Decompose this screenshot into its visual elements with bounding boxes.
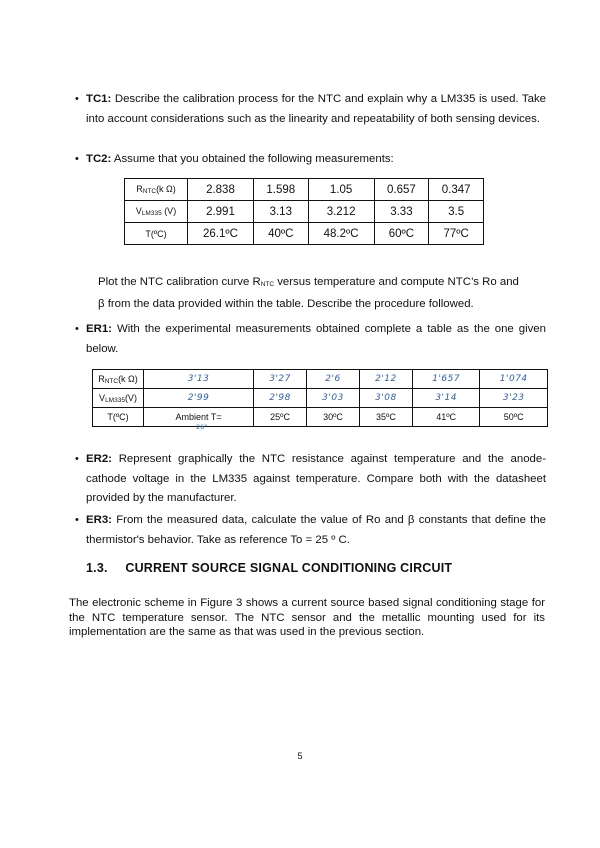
handwritten-cell: 3'08 xyxy=(359,389,412,408)
handwritten-cell: 3'13 xyxy=(144,370,254,389)
tc2-item xyxy=(86,150,546,170)
table-header-rntc: $R_{NTC}(k$ Ω) xyxy=(125,179,188,201)
table-cell: 0.347 xyxy=(429,179,484,201)
experimental-table xyxy=(92,369,548,427)
tc1-label: TC1: xyxy=(86,93,112,105)
handwritten-cell: 3'14 xyxy=(412,389,480,408)
tc1-item xyxy=(86,90,546,129)
handwritten-cell: 2'98 xyxy=(254,389,307,408)
er1-label: ER1: xyxy=(86,323,112,335)
table-row xyxy=(125,201,484,223)
tc2-label: TC2: xyxy=(86,153,112,165)
table-cell: 0.657 xyxy=(374,179,429,201)
handwritten-cell: 2'99 xyxy=(144,389,254,408)
table-cell: 2.991 xyxy=(188,201,254,223)
handwritten-cell: 3'03 xyxy=(307,389,360,408)
table-cell: 3.5 xyxy=(429,201,484,223)
er3-label: ER3: xyxy=(86,514,112,526)
plot-paragraph xyxy=(98,273,544,314)
table-cell: 35ºC xyxy=(359,408,412,427)
handwritten-cell: 1'074 xyxy=(480,370,548,389)
table-cell: 3.33 xyxy=(374,201,429,223)
handwritten-cell: 1'657 xyxy=(412,370,480,389)
plot-paragraph-line1 xyxy=(98,273,544,295)
er1-item xyxy=(86,320,546,359)
table-cell: 1.598 xyxy=(253,179,308,201)
er3-text: From the measured data, calculate the value of Ro and β constants that define the thermistor's behavior. Take as reference To = 25 º C. xyxy=(86,514,546,546)
er3-item xyxy=(86,511,546,550)
table-cell: 60ºC xyxy=(374,223,429,245)
table-row xyxy=(125,179,484,201)
table-cell: 41ºC xyxy=(412,408,480,427)
table-header-vlm: $V_{LM335}$ (V) xyxy=(125,201,188,223)
table-row xyxy=(93,370,548,389)
table-cell: 26.1ºC xyxy=(188,223,254,245)
table-cell: Ambient T= xyxy=(144,408,254,427)
measurements-table xyxy=(124,178,484,245)
table-cell: 25ºC xyxy=(254,408,307,427)
table-cell: 2.838 xyxy=(188,179,254,201)
table-header-temp: T(ºC) xyxy=(93,408,144,427)
table-row xyxy=(93,408,548,427)
table-row xyxy=(93,389,548,408)
section-heading xyxy=(86,561,452,575)
er2-label: ER2: xyxy=(86,453,112,465)
handwritten-cell: 2'6 xyxy=(307,370,360,389)
handwritten-cell: 3'23 xyxy=(480,389,548,408)
table-cell: 48.2ºC xyxy=(308,223,374,245)
tc1-text: Describe the calibration process for the NTC and explain why a LM335 is used. Take into account considerations such as the linearity and repeatability of both sensing devices. xyxy=(86,93,546,125)
plot-text-a: Plot the NTC calibration curve R xyxy=(98,276,261,288)
er2-text: Represent graphically the NTC resistance against temperature and the anode-cathode voltage in the LM335 against temperature. Compare both with the datasheet provided by the manufacturer. xyxy=(86,453,546,504)
table-cell: 3.13 xyxy=(253,201,308,223)
table-cell: 30ºC xyxy=(307,408,360,427)
table-cell: 77ºC xyxy=(429,223,484,245)
table-cell: 40ºC xyxy=(253,223,308,245)
table-cell: 1.05 xyxy=(308,179,374,201)
table-cell: 3.212 xyxy=(308,201,374,223)
plot-text-sub: NTC xyxy=(260,281,275,288)
handwritten-cell: 3'27 xyxy=(254,370,307,389)
tc2-text: Assume that you obtained the following measurements: xyxy=(113,153,394,165)
er1-text: With the experimental measurements obtained complete a table as the one given below. xyxy=(86,323,546,355)
plot-text-b: versus temperature and compute NTC’s Ro and xyxy=(274,276,519,288)
handwritten-cell: 2'12 xyxy=(359,370,412,389)
page-number: 5 xyxy=(297,751,303,761)
plot-paragraph-line2: β from the data provided within the table. Describe the procedure followed. xyxy=(98,297,474,310)
er2-item xyxy=(86,450,546,509)
table-header-temp: T(ºC) xyxy=(125,223,188,245)
section-number: 1.3. xyxy=(86,561,108,575)
table-row xyxy=(125,223,484,245)
table-cell: 50ºC xyxy=(480,408,548,427)
table-header-rntc: $R_{NTC}(k$ Ω) xyxy=(93,370,144,389)
body-paragraph: The electronic scheme in Figure 3 shows a current source based signal conditioning stage for the NTC temperature sensor. The NTC sensor and the metallic mounting used for its implementation are the same as that was used in the previous section. xyxy=(69,597,545,638)
section-title: CURRENT SOURCE SIGNAL CONDITIONING CIRCUIT xyxy=(125,561,453,575)
ambient-handwritten: 26° xyxy=(196,423,208,431)
table-header-vlm: $V_{LM335}(V)$ xyxy=(93,389,144,408)
